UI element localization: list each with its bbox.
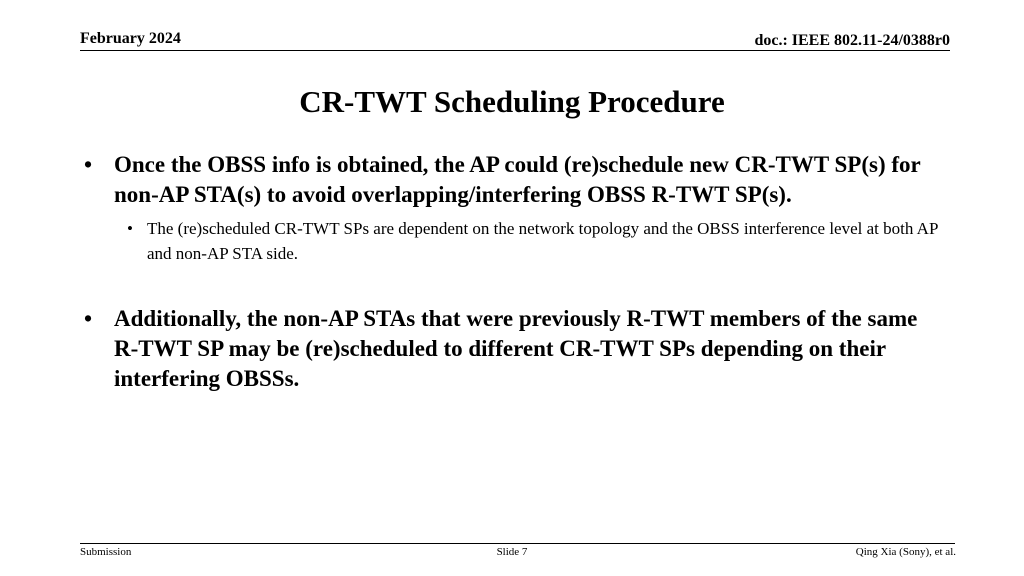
sub-bullet-mark: •: [127, 219, 133, 238]
header-date: February 2024: [80, 30, 181, 47]
bullet-mark: •: [84, 306, 93, 331]
header-doc-id: doc.: IEEE 802.11-24/0388r0: [754, 32, 950, 49]
bullet-item: [84, 304, 944, 394]
sub-bullet-item: [84, 216, 944, 266]
footer-submission: Submission: [80, 546, 132, 558]
footer-slide-number: Slide 7: [496, 546, 528, 558]
slide-title: CR-TWT Scheduling Procedure: [299, 84, 725, 119]
slide-body: [84, 150, 944, 394]
sub-bullet-text: The (re)scheduled CR-TWT SPs are dependent on the network topology and the OBSS interference level at both AP and non-AP STA side.: [147, 219, 938, 263]
bullet-mark: •: [84, 152, 93, 177]
header-divider: [80, 50, 950, 51]
bullet-text: Additionally, the non-AP STAs that were previously R-TWT members of the same R-TWT SP may be (re)scheduled to different CR-TWT SPs depending on their interfering OBSSs.: [114, 306, 918, 391]
bullet-item: [84, 150, 944, 210]
bullet-text: Once the OBSS info is obtained, the AP could (re)schedule new CR-TWT SP(s) for non-AP STA(s) to avoid overlapping/interfering OBSS R-TWT SP(s).: [114, 152, 921, 207]
footer-author: Qing Xia (Sony), et al.: [855, 546, 956, 558]
footer-divider: [80, 543, 955, 544]
